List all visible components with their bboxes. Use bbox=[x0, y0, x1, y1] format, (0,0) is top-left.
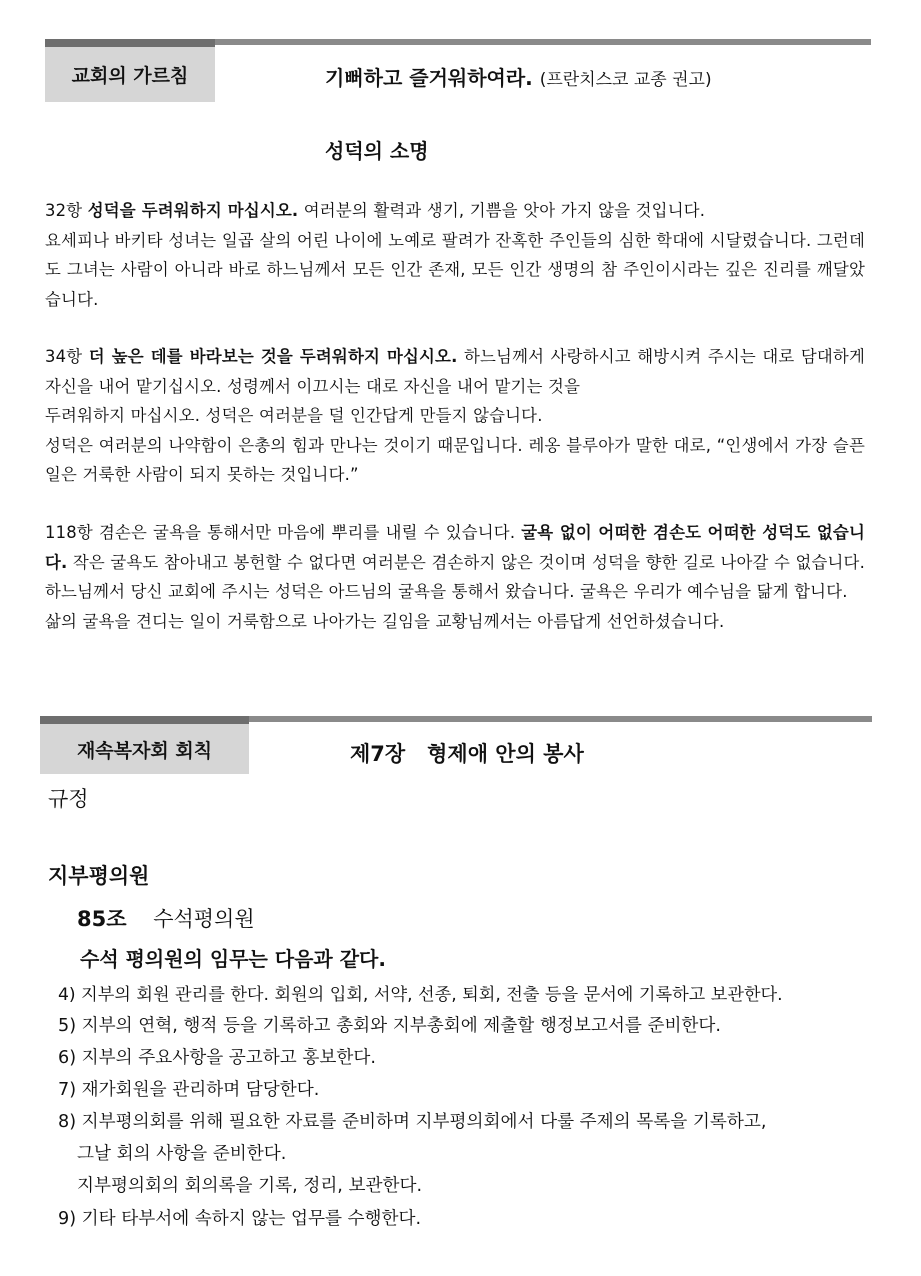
paragraph-118-body: 118항 겸손은 굴욕을 통해서만 마음에 뿌리를 내릴 수 있습니다. 굴욕 없이 어떠한 겸손도 어떠한 성덕도 없습니다. 작은 굴욕도 참아내고 봉헌할 수 없다면 여러분은 겸손하지 않은 것이며 성덕을 향한 길로 나아갈 수 없습니다. 하느님께서 당신 교회에 주시는 성덕은 아드님의 굴욕을 통해서 왔습니다. 굴욕은 우리가 예수님을 닮게 합니다. bbox=[45, 523, 865, 601]
duty-item-6: 6) 지부의 주요사항을 공고하고 홍보한다. bbox=[58, 1048, 376, 1068]
section2-label: 재속복자회 회칙 bbox=[76, 739, 213, 762]
article-title: 수석평의원 bbox=[153, 907, 255, 931]
paragraph-32-line1: 32항 성덕을 두려워하지 마십시오. 여러분의 활력과 생기, 기쁨을 앗아 가지 않을 것입니다. bbox=[45, 201, 706, 220]
rule-label: 규정 bbox=[48, 787, 89, 811]
article-intro: 수석 평의원의 임무는 다음과 같다. bbox=[80, 947, 386, 971]
paragraph-32-bold: 성덕을 두려워하지 마십시오. bbox=[87, 201, 299, 220]
section2-title: 제7장 형제애 안의 봉사 bbox=[350, 742, 584, 766]
paragraph-34 bbox=[45, 342, 865, 490]
section2-heading: 지부평의원 bbox=[48, 864, 150, 888]
section1-subtitle: 성덕의 소명 bbox=[325, 139, 429, 163]
section1-title: 기뻐하고 즐거워하여라. (프란치스코 교종 권고) bbox=[325, 66, 712, 90]
paragraph-34-line1: 34항 더 높은 데를 바라보는 것을 두려워하지 마십시오. 하느님께서 사랑하시고 해방시켜 주시는 대로 담대하게 자신을 내어 맡기십시오. 성령께서 이끄시는 대로 자신을 내어 맡기는 것을 bbox=[45, 347, 865, 396]
section1-label-box bbox=[45, 39, 215, 102]
duty-item-4: 4) 지부의 회원 관리를 한다. 회원의 입회, 서약, 선종, 퇴회, 전출 등을 문서에 기록하고 보관한다. bbox=[58, 985, 783, 1005]
paragraph-34-line3: 성덕은 여러분의 나약함이 은총의 힘과 만나는 것이기 때문입니다. 레옹 블루아가 말한 대로, “인생에서 가장 슬픈 일은 거룩한 사람이 되지 못하는 것입니다.” bbox=[45, 435, 865, 484]
section1-title-source: (프란치스코 교종 권고) bbox=[539, 70, 712, 90]
paragraph-118-last: 삶의 굴욕을 견디는 일이 거룩함으로 나아가는 길임을 교황님께서는 아름답게 선언하셨습니다. bbox=[45, 611, 725, 631]
duty-item-8-cont1: 그날 회의 사항을 준비한다. bbox=[77, 1144, 287, 1164]
paragraph-34-line2: 두려워하지 마십시오. 성덕은 여러분을 덜 인간답게 만들지 않습니다. bbox=[45, 406, 543, 425]
paragraph-32-body: 요세피나 바키타 성녀는 일곱 살의 어린 나이에 노예로 팔려가 잔혹한 주인들의 심한 학대에 시달렸습니다. 그런데도 그녀는 사람이 아니라 바로 하느님께서 모든 인간 존재, 모든 인간 생명의 참 주인이시라는 깊은 진리를 깨달았습니다. bbox=[45, 230, 865, 309]
duty-item-9: 9) 기타 타부서에 속하지 않는 업무를 수행한다. bbox=[58, 1209, 422, 1229]
duty-item-5: 5) 지부의 연혁, 행적 등을 기록하고 총회와 지부총회에 제출할 행정보고서를 준비한다. bbox=[58, 1016, 722, 1036]
section1-label: 교회의 가르침 bbox=[71, 65, 189, 87]
section1-label-tab bbox=[45, 39, 215, 47]
paragraph-32 bbox=[45, 196, 865, 314]
duty-item-8-cont2: 지부평의회의 회의록을 기록, 정리, 보관한다. bbox=[77, 1176, 423, 1196]
section2-label-box bbox=[40, 716, 249, 774]
paragraph-118-bold: 굴욕 없이 어떠한 겸손도 어떠한 성덕도 없습니다. bbox=[45, 523, 865, 572]
paragraph-34-bold: 더 높은 데를 바라보는 것을 두려워하지 마십시오. bbox=[88, 347, 458, 366]
paragraph-118 bbox=[45, 518, 865, 636]
section2-label-tab bbox=[40, 716, 249, 724]
duty-item-7: 7) 재가회원을 관리하며 담당한다. bbox=[58, 1080, 320, 1100]
article-number: 85조 bbox=[77, 907, 127, 931]
duty-item-8: 8) 지부평의회를 위해 필요한 자료를 준비하며 지부평의회에서 다룰 주제의 목록을 기록하고, bbox=[58, 1112, 767, 1132]
article-heading bbox=[77, 903, 255, 933]
